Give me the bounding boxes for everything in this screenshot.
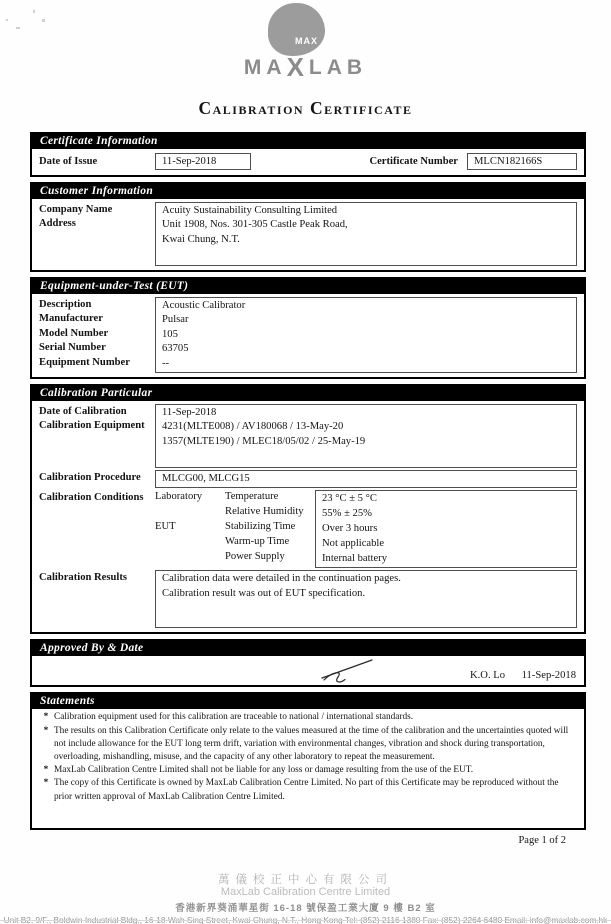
eut-value: Acoustic Calibrator (162, 300, 246, 311)
date-of-calibration-label: Date of Calibration (39, 406, 127, 418)
calibration-results-box (155, 570, 577, 628)
condition-name: Stabilizing Time (225, 521, 296, 533)
footer-address-english: Unit B2, 9/F., Boldwin Industrial Bldg., 16-18 Wah Sing Street, Kwai Chung, N.T., Hong Kong Tel: (852) 2116 1380 Fax: (852) 2264 6480 Email: info@maxlab.com.hk (3, 915, 608, 924)
eut-value: -- (162, 357, 170, 369)
address-label: Address (39, 218, 76, 230)
eut-label: Serial Number (39, 342, 106, 354)
date-of-issue-value: 11-Sep-2018 (155, 153, 251, 170)
condition-value: Over 3 hours (322, 523, 378, 535)
calibration-results-line1: Calibration data were detailed in the continuation pages. (162, 573, 401, 585)
section-statements (30, 692, 586, 829)
scan-speck (16, 27, 20, 29)
condition-group: Laboratory (155, 491, 203, 503)
footer-company-chinese: 萬儀校正中心有限公司 (218, 874, 393, 886)
certificate-number-label: Certificate Number (369, 155, 458, 167)
logo-max-text: MAX (295, 36, 318, 46)
condition-value: Internal battery (322, 552, 388, 564)
section-customer-information (30, 182, 586, 272)
section-heading: Certificate Information (32, 134, 584, 149)
company-name-value: Acuity Sustainability Consulting Limited (162, 205, 338, 216)
date-of-issue-label: Date of Issue (39, 155, 98, 167)
section-heading: Calibration Particular (32, 386, 584, 401)
calibration-results-line2: Calibration result was out of EUT specification. (162, 587, 366, 599)
calibration-date-equipment-row (39, 404, 577, 468)
letterhead-footer (0, 871, 611, 924)
statement-text: The copy of this Certificate is owned by MaxLab Calibration Centre Limited. No part of this Certificate may be reproduced without the prior written approval of MaxLab Calibration Centre Limited. (54, 778, 559, 802)
wordmark-right: LAB (308, 56, 368, 79)
approver-name: K.O. Lo (470, 670, 506, 682)
condition-group (155, 550, 225, 565)
condition-value: Not applicable (322, 537, 385, 549)
eut-value-box (155, 297, 577, 373)
calibration-procedure-label: Calibration Procedure (39, 472, 141, 484)
address-line2: Kwai Chung, N.T. (162, 233, 240, 245)
statement-text: MaxLab Calibration Centre Limited shall not be liable for any loss or damage resulting from the use of the EUT. (54, 765, 474, 776)
calibration-equipment-label: Calibration Equipment (39, 420, 145, 432)
customer-value-box (155, 202, 577, 266)
statement-item (38, 711, 578, 724)
condition-name: Relative Humidity (225, 506, 304, 518)
page-number: Page 1 of 2 (518, 834, 566, 846)
calibration-date-equipment-box (155, 404, 577, 468)
eut-label: Equipment Number (39, 356, 130, 368)
eut-value: Pulsar (162, 314, 189, 326)
condition-group (155, 505, 225, 520)
calibration-procedure-value: MLCG00, MLCG15 (155, 470, 577, 488)
maxlab-blob-icon (268, 3, 325, 56)
scan-edge-line (0, 920, 611, 921)
customer-labels (39, 202, 155, 232)
calibration-results-label: Calibration Results (39, 572, 127, 584)
footer-company-english: MaxLab Calibration Centre Limited (220, 886, 391, 898)
statement-item (38, 777, 578, 803)
condition-group (155, 535, 225, 550)
bullet: * (43, 725, 49, 736)
address-line1: Unit 1908, Nos. 301-305 Castle Peak Road, (162, 219, 348, 231)
condition-value: 55% ± 25% (322, 508, 372, 520)
calibration-equipment-line2: 1357(MLTE190) / MLEC18/05/02 / 25-May-19 (162, 435, 366, 447)
condition-value: 23 °C ± 5 °C (322, 493, 377, 505)
eut-label: Description (39, 299, 92, 310)
wordmark-x: X (286, 52, 309, 82)
section-eut (30, 277, 586, 379)
condition-name: Warm-up Time (225, 535, 290, 547)
calibration-procedure-row (39, 470, 577, 488)
eut-label: Model Number (39, 327, 109, 339)
page-title: Calibration Certificate (198, 98, 413, 118)
maxlab-wordmark (0, 52, 611, 83)
condition-name: Power Supply (225, 550, 285, 562)
signature-icon (312, 657, 380, 684)
statement-item (38, 725, 578, 765)
certificate-body (30, 132, 586, 846)
statement-text: Calibration equipment used for this calibration are traceable to national / international standards. (54, 712, 414, 723)
date-of-calibration-value: 11-Sep-2018 (162, 407, 217, 419)
company-name-label: Company Name (39, 204, 113, 215)
section-heading: Equipment-under-Test (EUT) (32, 279, 584, 294)
condition-name: Temperature (225, 491, 279, 503)
scan-speck (33, 10, 35, 13)
approval-date: 11-Sep-2018 (521, 670, 576, 682)
calibration-conditions-label: Calibration Conditions (39, 492, 144, 504)
statement-text: The results on this Calibration Certificate only relate to the values measured at the time of the calibration and the uncertainties quoted will not include allowance for the EUT long term drift, variation with environmental changes, vibration and shock during transportation, overloading, mishandling, misuse, and the capacity of any other laboratory to repeat the measurement. (54, 725, 569, 763)
section-heading: Customer Information (32, 184, 584, 199)
bullet: * (43, 712, 49, 723)
eut-value: 105 (162, 328, 178, 340)
section-certificate-information (30, 132, 586, 177)
conditions-names-column (155, 490, 315, 564)
conditions-value-box (315, 490, 577, 568)
scan-speck (6, 19, 8, 21)
section-approval (30, 639, 586, 687)
bullet: * (43, 765, 49, 776)
section-heading: Approved By & Date (32, 641, 584, 656)
calibration-conditions-row (39, 490, 577, 568)
wordmark-left: MA (243, 56, 287, 79)
statement-item (38, 764, 578, 777)
certificate-info-row (32, 149, 584, 175)
eut-value: 63705 (162, 343, 189, 355)
calibration-equipment-line1: 4231(MLTE008) / AV180068 / 13-May-20 (162, 421, 344, 433)
eut-label: Manufacturer (39, 313, 103, 325)
section-heading: Statements (32, 694, 584, 709)
condition-group: EUT (155, 521, 176, 533)
section-calibration-particular (30, 384, 586, 634)
bullet: * (43, 778, 49, 789)
certificate-number-value: MLCN182166S (467, 153, 577, 170)
scan-speck (42, 19, 45, 22)
eut-labels (39, 297, 155, 370)
calibration-results-row (39, 570, 577, 628)
footer-address-chinese: 香港新界葵涌華星街 16-18 號保盈工業大廈 9 樓 B2 室 (175, 903, 436, 914)
